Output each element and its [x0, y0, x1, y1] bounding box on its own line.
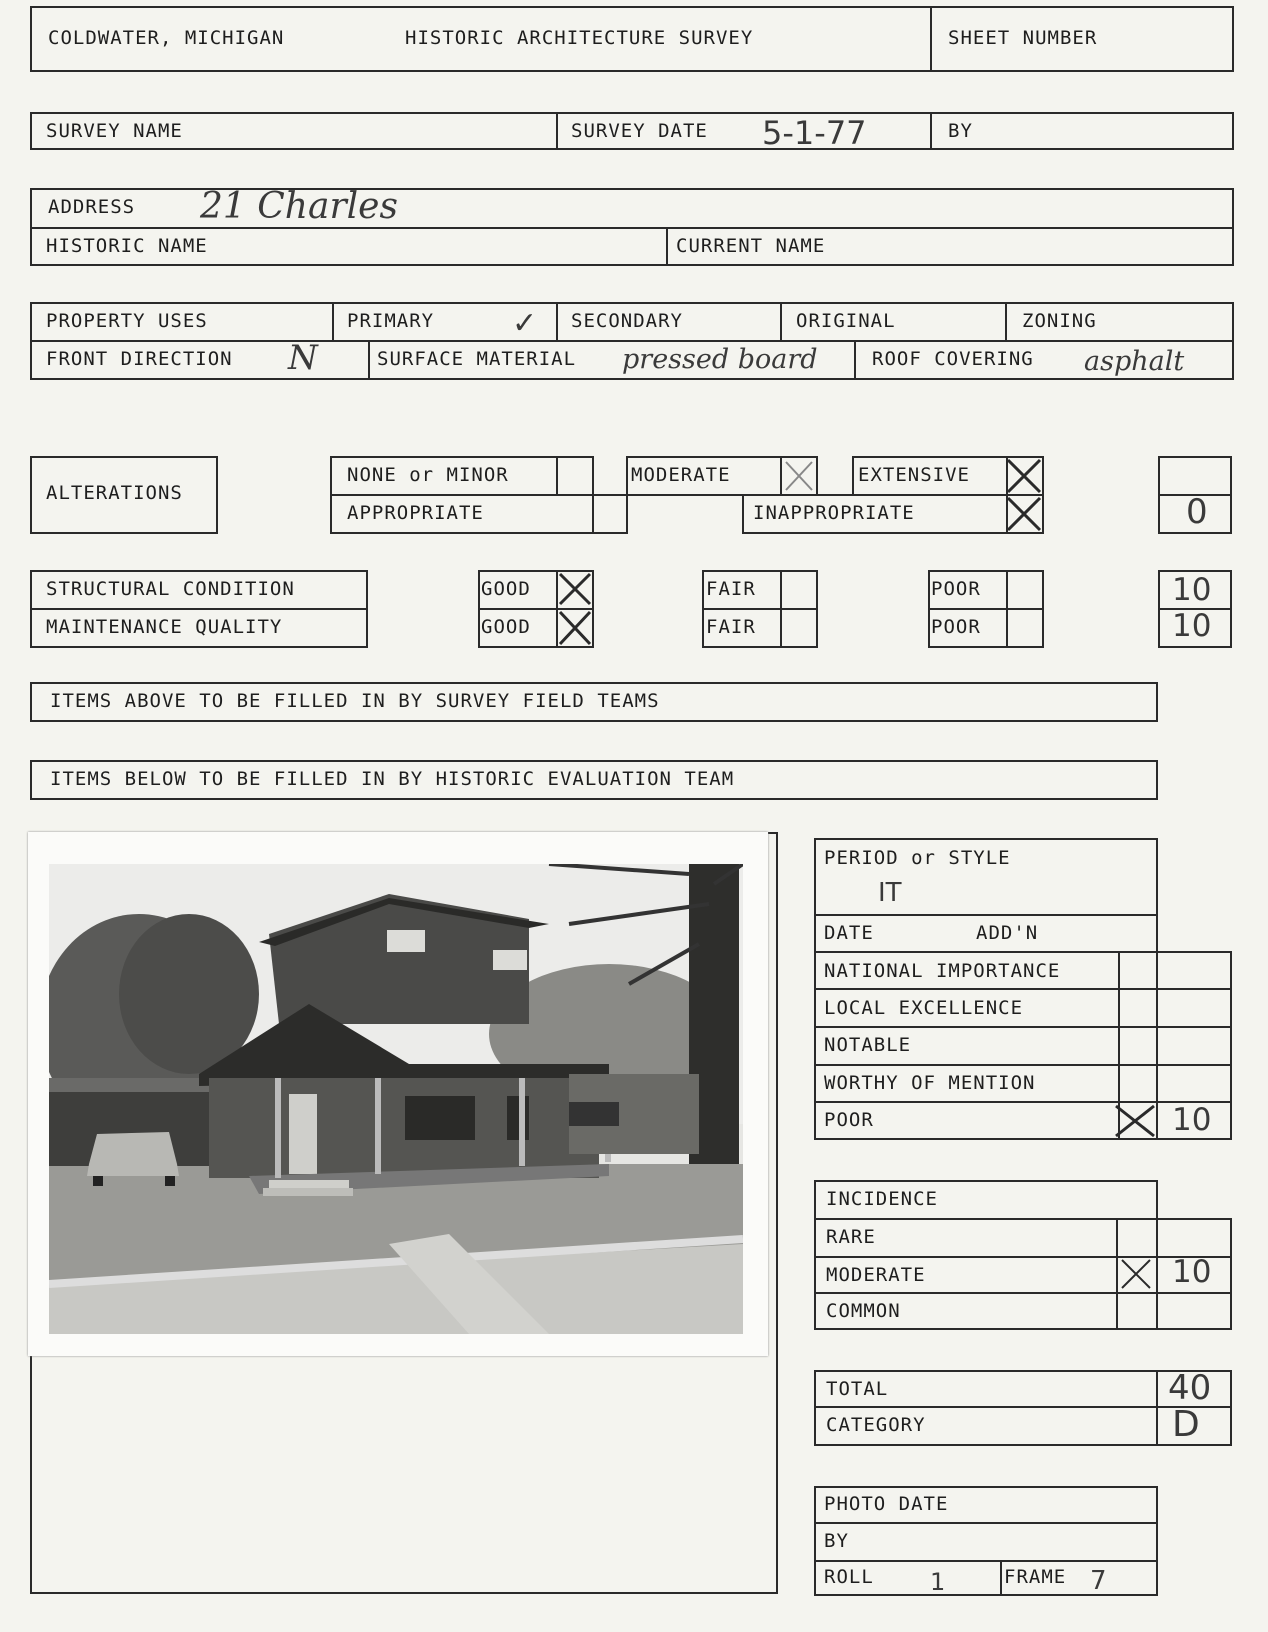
inc-divider-2 — [814, 1256, 1232, 1258]
structural-score: 10 — [1172, 572, 1212, 608]
historic-name-label: HISTORIC NAME — [46, 235, 208, 257]
moderate-x-mark — [782, 458, 816, 494]
structural-poor-label: POOR — [931, 578, 981, 600]
survey-divider-2 — [930, 112, 932, 150]
eval-poor-x-mark — [1110, 1102, 1158, 1140]
eval-poor-label: POOR — [824, 1109, 874, 1131]
inc-divider-4 — [1158, 1328, 1232, 1330]
property-div-1 — [332, 302, 334, 340]
maintenance-good-x-mark — [556, 608, 594, 648]
incidence-moderate-score: 10 — [1172, 1254, 1212, 1290]
address-value: 21 Charles — [200, 186, 398, 227]
property-div-3 — [780, 302, 782, 340]
secondary-label: SECONDARY — [571, 310, 683, 332]
extensive-label: EXTENSIVE — [858, 464, 970, 486]
none-minor-label: NONE or MINOR — [347, 464, 509, 486]
roof-covering-label: ROOF COVERING — [872, 348, 1034, 370]
maintenance-poor-label: POOR — [931, 616, 981, 638]
survey-date-value: 5-1-77 — [762, 114, 867, 152]
inc-score-col-right — [1230, 1218, 1232, 1330]
alterations-score: 0 — [1186, 492, 1208, 532]
totals-score-col — [1156, 1370, 1158, 1446]
sheet-number-label: SHEET NUMBER — [948, 27, 1098, 49]
header-city: COLDWATER, MICHIGAN — [48, 27, 285, 49]
property-uses-label: PROPERTY USES — [46, 310, 208, 332]
property-div-4 — [1005, 302, 1007, 340]
eval-score-bottom — [1158, 1138, 1232, 1140]
extensive-x-mark — [1004, 456, 1044, 496]
survey-date-label: SURVEY DATE — [571, 120, 708, 142]
survey-divider-1 — [556, 112, 558, 150]
photo-info-divider-2 — [814, 1560, 1158, 1562]
period-style-value: IT — [878, 878, 902, 908]
none-minor-check-divider — [556, 456, 558, 496]
property-row-divider — [30, 340, 1234, 342]
photo-info-divider-1 — [814, 1522, 1158, 1524]
appropriate-check-divider — [592, 494, 594, 534]
primary-label: PRIMARY — [347, 310, 435, 332]
period-style-label: PERIOD or STYLE — [824, 847, 1011, 869]
survey-name-label: SURVEY NAME — [46, 120, 183, 142]
header-divider — [930, 6, 932, 72]
house-photo-print — [28, 832, 768, 1356]
structural-condition-label: STRUCTURAL CONDITION — [46, 578, 295, 600]
frame-label: FRAME — [1004, 1566, 1067, 1588]
maintenance-score: 10 — [1172, 608, 1212, 644]
evaluation-note: ITEMS BELOW TO BE FILLED IN BY HISTORIC EVALUATION TEAM — [50, 768, 735, 790]
eval-divider-4 — [814, 1026, 1232, 1028]
poor-check-divider — [1006, 570, 1008, 648]
surface-material-label: SURFACE MATERIAL — [377, 348, 577, 370]
eval-divider-2 — [814, 951, 1232, 953]
roof-covering-value: asphalt — [1084, 346, 1185, 377]
photo-info-col — [1000, 1560, 1002, 1596]
category-label: CATEGORY — [826, 1414, 926, 1436]
eval-score-col-right — [1230, 951, 1232, 1140]
national-importance-label: NATIONAL IMPORTANCE — [824, 960, 1061, 982]
address-row-divider — [30, 227, 1234, 229]
fair-check-divider — [780, 570, 782, 648]
notable-label: NOTABLE — [824, 1034, 912, 1056]
zoning-label: ZONING — [1022, 310, 1097, 332]
eval-addn-label: ADD'N — [976, 922, 1039, 944]
appropriate-label: APPROPRIATE — [347, 502, 484, 524]
inc-divider-1 — [814, 1218, 1232, 1220]
roll-value: 1 — [930, 1568, 946, 1596]
structural-good-label: GOOD — [481, 578, 531, 600]
structural-fair-label: FAIR — [706, 578, 756, 600]
local-excellence-label: LOCAL EXCELLENCE — [824, 997, 1024, 1019]
current-name-label: CURRENT NAME — [676, 235, 826, 257]
eval-divider-1 — [814, 914, 1158, 916]
frame-value: 7 — [1090, 1566, 1107, 1596]
primary-check: ✓ — [512, 306, 538, 341]
front-direction-value: N — [288, 338, 318, 378]
common-label: COMMON — [826, 1300, 901, 1322]
surface-material-value: pressed board — [622, 344, 818, 375]
photo-date-label: PHOTO DATE — [824, 1493, 949, 1515]
address-col-divider — [666, 227, 668, 266]
category-value: D — [1172, 1404, 1200, 1445]
header-title: HISTORIC ARCHITECTURE SURVEY — [405, 27, 754, 49]
front-direction-label: FRONT DIRECTION — [46, 348, 233, 370]
survey-by-label: BY — [948, 120, 973, 142]
incidence-label: INCIDENCE — [826, 1188, 938, 1210]
condition-row-divider — [30, 608, 368, 610]
poor-row-divider — [928, 608, 1044, 610]
field-teams-note: ITEMS ABOVE TO BE FILLED IN BY SURVEY FIELD TEAMS — [50, 690, 660, 712]
rare-label: RARE — [826, 1226, 876, 1248]
alterations-moderate-label: MODERATE — [631, 464, 731, 486]
photo-by-label: BY — [824, 1530, 849, 1552]
inappropriate-x-mark — [1004, 494, 1044, 534]
eval-poor-score: 10 — [1172, 1102, 1212, 1138]
property-div-6 — [854, 340, 856, 380]
inc-divider-3 — [814, 1292, 1232, 1294]
original-label: ORIGINAL — [796, 310, 896, 332]
incidence-moderate-x-mark — [1116, 1256, 1156, 1292]
total-value: 40 — [1168, 1368, 1212, 1408]
incidence-moderate-label: MODERATE — [826, 1264, 926, 1286]
eval-divider-5 — [814, 1064, 1232, 1066]
roll-label: ROLL — [824, 1566, 874, 1588]
property-div-5 — [368, 340, 370, 380]
maintenance-good-label: GOOD — [481, 616, 531, 638]
maintenance-fair-label: FAIR — [706, 616, 756, 638]
eval-divider-3 — [814, 988, 1232, 990]
eval-divider-6 — [814, 1101, 1232, 1103]
address-label: ADDRESS — [48, 196, 136, 218]
worthy-of-mention-label: WORTHY OF MENTION — [824, 1072, 1036, 1094]
alterations-label: ALTERATIONS — [46, 482, 183, 504]
property-div-2 — [556, 302, 558, 340]
inappropriate-label: INAPPROPRIATE — [753, 502, 915, 524]
fair-row-divider — [702, 608, 818, 610]
house-photo — [49, 864, 743, 1334]
maintenance-quality-label: MAINTENANCE QUALITY — [46, 616, 283, 638]
structural-good-x-mark — [556, 570, 594, 608]
total-label: TOTAL — [826, 1378, 889, 1400]
eval-date-label: DATE — [824, 922, 874, 944]
